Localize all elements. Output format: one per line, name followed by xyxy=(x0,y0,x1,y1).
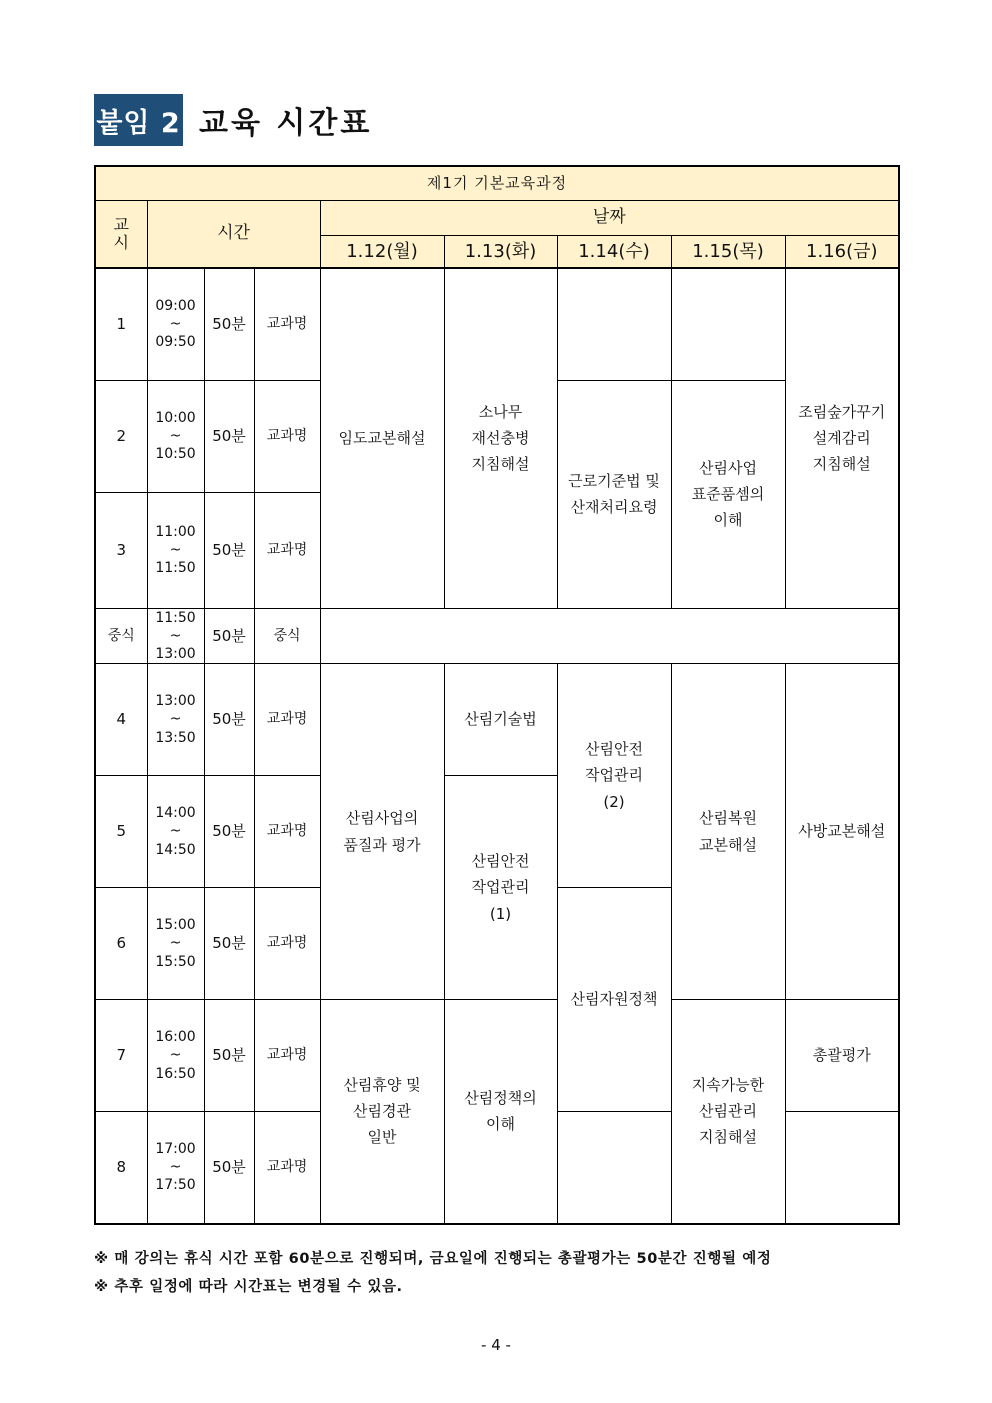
empty-cell xyxy=(671,268,785,380)
course-cell: 근로기준법 및 산재처리요령 xyxy=(557,380,671,608)
time-cell: 15:00 ~ 15:50 xyxy=(147,888,204,1000)
subject-cell: 교과명 xyxy=(254,492,320,608)
empty-cell xyxy=(557,1112,671,1224)
subject-cell: 교과명 xyxy=(254,1000,320,1112)
time-cell: 17:00 ~ 17:50 xyxy=(147,1112,204,1224)
course-cell: 산림사업의 품질과 평가 xyxy=(320,664,444,1000)
subject-cell: 교과명 xyxy=(254,776,320,888)
subject-cell: 교과명 xyxy=(254,1112,320,1224)
page-number: - 4 - xyxy=(481,1336,511,1354)
time-cell: 14:00 ~ 14:50 xyxy=(147,776,204,888)
empty-cell xyxy=(557,268,671,380)
duration-cell: 50분 xyxy=(204,492,254,608)
subject-cell: 교과명 xyxy=(254,268,320,380)
day-header: 1.13(화) xyxy=(444,235,557,268)
duration-cell: 50분 xyxy=(204,268,254,380)
course-cell: 총괄평가 xyxy=(785,1000,899,1112)
course-cell: 조림숲가꾸기 설계감리 지침해설 xyxy=(785,268,899,608)
time-cell: 11:50 ~ 13:00 xyxy=(147,608,204,664)
day-header: 1.14(수) xyxy=(557,235,671,268)
day-header: 1.12(월) xyxy=(320,235,444,268)
empty-cell xyxy=(785,1112,899,1224)
time-cell: 11:00 ~ 11:50 xyxy=(147,492,204,608)
course-cell: 산림안전 작업관리 (1) xyxy=(444,776,557,1000)
time-header: 시간 xyxy=(147,200,320,268)
duration-cell: 50분 xyxy=(204,888,254,1000)
course-cell: 산림기술법 xyxy=(444,664,557,776)
period-cell: 2 xyxy=(95,380,147,492)
duration-cell: 50분 xyxy=(204,380,254,492)
course-cell: 소나무 재선충병 지침해설 xyxy=(444,268,557,608)
period-cell: 5 xyxy=(95,776,147,888)
duration-cell: 50분 xyxy=(204,608,254,664)
day-header: 1.15(목) xyxy=(671,235,785,268)
attachment-badge: 붙임 2 xyxy=(94,94,183,146)
period-header: 교 시 xyxy=(95,200,147,268)
period-cell: 3 xyxy=(95,492,147,608)
page-title: 교육 시간표 xyxy=(199,106,373,141)
period-cell: 8 xyxy=(95,1112,147,1224)
subject-cell: 교과명 xyxy=(254,380,320,492)
time-cell: 16:00 ~ 16:50 xyxy=(147,1000,204,1112)
course-cell: 산림사업 표준품셈의 이해 xyxy=(671,380,785,608)
course-cell: 산림안전 작업관리 (2) xyxy=(557,664,671,888)
time-cell: 10:00 ~ 10:50 xyxy=(147,380,204,492)
time-cell: 13:00 ~ 13:50 xyxy=(147,664,204,776)
period-cell: 1 xyxy=(95,268,147,380)
note-line: ※ 추후 일정에 따라 시간표는 변경될 수 있음. xyxy=(94,1279,403,1295)
page-heading xyxy=(94,94,372,146)
note-line: ※ 매 강의는 휴식 시간 포함 60분으로 진행되며, 금요일에 진행되는 총괄평가는 50분간 진행될 예정 xyxy=(94,1251,772,1267)
day-header: 1.16(금) xyxy=(785,235,899,268)
course-cell: 지속가능한 산림관리 지침해설 xyxy=(671,1000,785,1224)
time-cell: 09:00 ~ 09:50 xyxy=(147,268,204,380)
course-cell: 산림휴양 및 산림경관 일반 xyxy=(320,1000,444,1224)
period-cell: 중식 xyxy=(95,608,147,664)
subject-cell: 중식 xyxy=(254,608,320,664)
course-cell: 산림정책의 이해 xyxy=(444,1000,557,1224)
course-cell: 산림복원 교본해설 xyxy=(671,664,785,1000)
duration-cell: 50분 xyxy=(204,776,254,888)
duration-cell: 50분 xyxy=(204,1000,254,1112)
duration-cell: 50분 xyxy=(204,1112,254,1224)
duration-cell: 50분 xyxy=(204,664,254,776)
period-cell: 4 xyxy=(95,664,147,776)
subject-cell: 교과명 xyxy=(254,888,320,1000)
course-cell: 산림자원정책 xyxy=(557,888,671,1112)
subject-cell: 교과명 xyxy=(254,664,320,776)
period-cell: 7 xyxy=(95,1000,147,1112)
course-cell: 사방교본해설 xyxy=(785,664,899,1000)
lunch-blank xyxy=(320,608,899,664)
course-cell: 임도교본해설 xyxy=(320,268,444,608)
timetable xyxy=(94,165,900,1225)
course-title: 제1기 기본교육과정 xyxy=(95,166,899,200)
period-cell: 6 xyxy=(95,888,147,1000)
date-header: 날짜 xyxy=(320,200,899,235)
